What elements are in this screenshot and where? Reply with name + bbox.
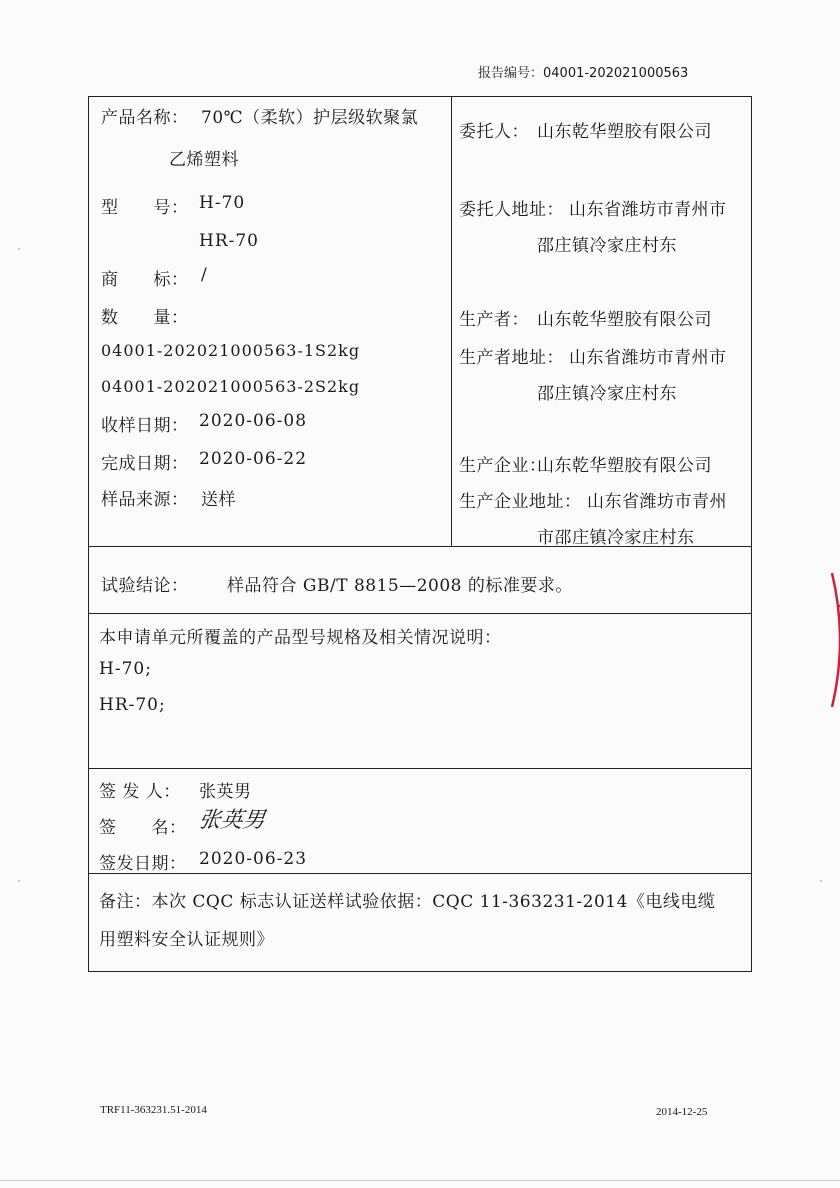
product-name-label: 产品名称：: [101, 108, 189, 128]
client-value: 山东乾华塑胶有限公司: [537, 122, 712, 142]
model-label: 型 号：: [101, 198, 189, 218]
coverage-heading: 本申请单元所覆盖的产品型号规格及相关情况说明：: [99, 628, 502, 648]
sample-qty-2: 2kg: [327, 377, 361, 396]
sample-source-label: 样品来源：: [101, 490, 189, 510]
quantity-label: 数 量：: [101, 308, 189, 328]
seal-stamp-icon: [818, 565, 840, 715]
product-name-line1: 70℃（柔软）护层级软聚氯: [201, 108, 419, 128]
divider: [89, 768, 751, 769]
remarks-line1: 备注：本次 CQC 标志认证送样试验依据：CQC 11-363231-2014《电线电缆: [99, 892, 716, 912]
divider: [89, 873, 751, 874]
model-2: HR-70: [199, 231, 260, 251]
client-address-line1: 山东省潍坊市青州市: [569, 200, 727, 220]
scan-mark: [18, 248, 20, 250]
issuer-name: 张英男: [199, 782, 252, 802]
complete-date-label: 完成日期：: [101, 454, 189, 474]
sample-code-1: 04001-202021000563-1S: [101, 341, 328, 360]
page-edge: [0, 1180, 840, 1181]
client-address-label: 委托人地址：: [459, 200, 564, 220]
issue-date-label: 签发日期：: [99, 854, 187, 874]
producer-value: 山东乾华塑胶有限公司: [537, 310, 712, 330]
handwritten-signature: 张英男: [196, 808, 267, 833]
coverage-item: HR-70;: [99, 695, 166, 715]
conclusion-text: 样品符合 GB/T 8815—2008 的标准要求。: [227, 576, 573, 596]
producer-address-label: 生产者地址：: [459, 348, 564, 368]
brand-value: /: [201, 265, 208, 285]
remarks-line2: 用塑料安全认证规则》: [99, 930, 274, 950]
factory-label: 生产企业：: [459, 456, 547, 476]
complete-date: 2020-06-22: [199, 449, 308, 469]
product-name-line2: 乙烯塑料: [169, 150, 239, 170]
brand-label: 商 标：: [101, 270, 189, 290]
column-divider: [451, 97, 452, 546]
producer-address-line2: 邵庄镇冷家庄村东: [537, 384, 677, 404]
producer-address-line1: 山东省潍坊市青州市: [569, 348, 727, 368]
model-1: H-70: [199, 193, 246, 213]
report-table: [88, 96, 752, 972]
report-number: 报告编号：04001-202021000563: [478, 66, 689, 81]
issue-date: 2020-06-23: [199, 849, 308, 869]
factory-address-line1: 山东省潍坊市青州: [587, 492, 727, 512]
divider: [89, 613, 751, 614]
client-label: 委托人：: [459, 122, 529, 142]
coverage-item: H-70;: [99, 659, 152, 679]
sample-qty-1: 2kg: [327, 341, 361, 360]
receive-date-label: 收样日期：: [101, 416, 189, 436]
conclusion-label: 试验结论：: [101, 576, 189, 596]
footer-date: 2014-12-25: [656, 1106, 708, 1118]
sample-code-2: 04001-202021000563-2S: [101, 377, 328, 396]
factory-address-label: 生产企业地址：: [459, 492, 582, 512]
scan-mark: [18, 880, 20, 882]
scan-mark: [820, 880, 822, 882]
sample-source: 送样: [201, 490, 236, 510]
producer-label: 生产者：: [459, 310, 529, 330]
signature-label: 签 名：: [99, 818, 187, 838]
issuer-label: 签 发 人：: [99, 782, 181, 802]
factory-address-line2: 市邵庄镇冷家庄村东: [537, 528, 695, 548]
footer-form-id: TRF11-363231.51-2014: [100, 1104, 207, 1116]
client-address-line2: 邵庄镇冷家庄村东: [537, 236, 677, 256]
receive-date: 2020-06-08: [199, 411, 308, 431]
factory-value: 山东乾华塑胶有限公司: [537, 456, 712, 476]
